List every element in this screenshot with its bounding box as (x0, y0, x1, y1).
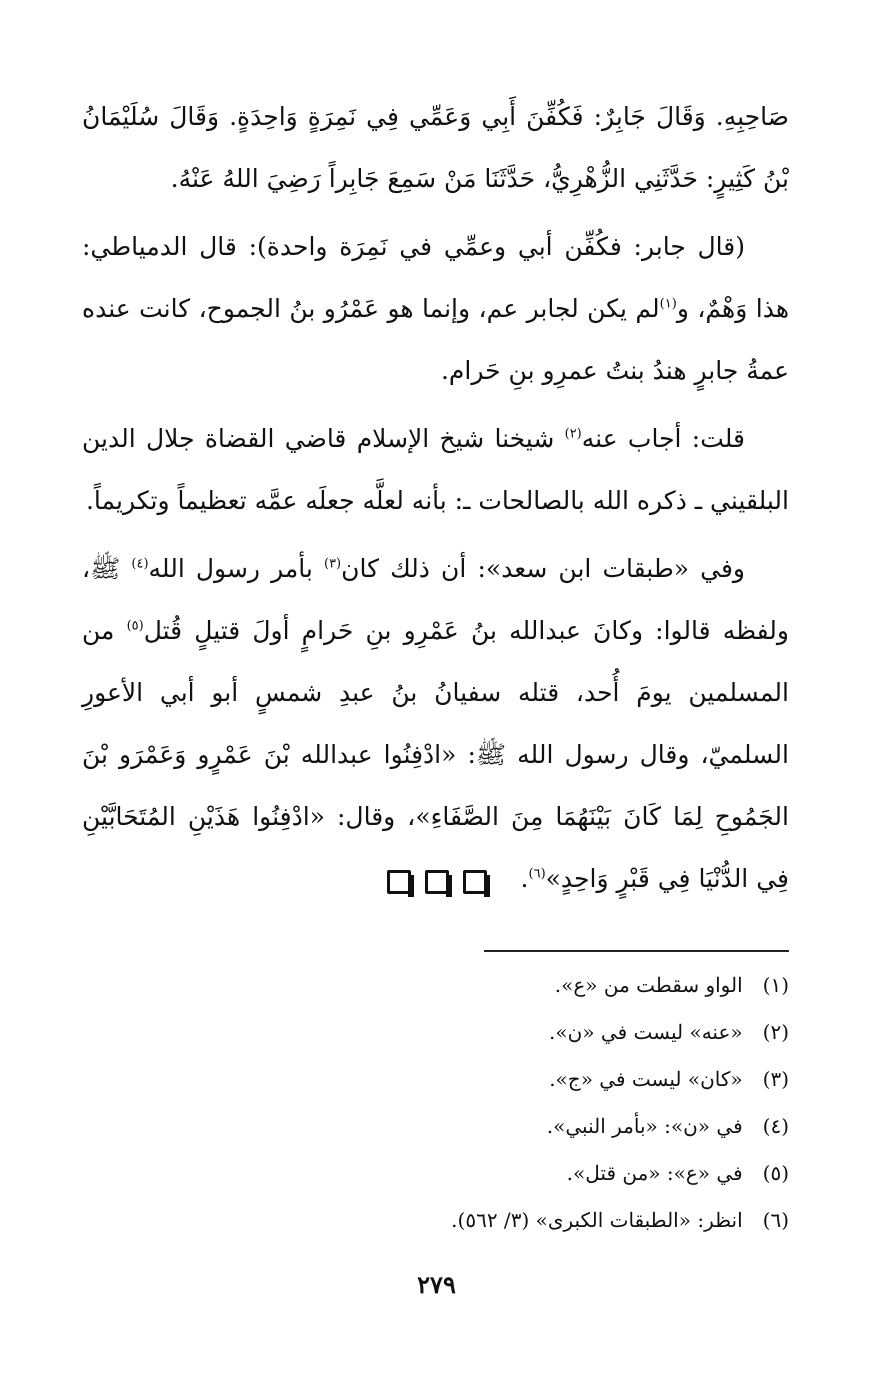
paragraph-text: من المسلمين يومَ أُحد، قتله سفيانُ بنُ عبدِ شمسٍ أبو أبي الأعورِ السلميّ، وقال رسول الله ﷺ: «ادْفِنُوا عبدالله بْنَ عَمْرٍو وَعَمْرَو بْنَ الجَمُوحِ لِمَا كَانَ بَيْنَهُمَا مِنَ الصَّفَاءِ»، وقال: «ادْفِنُوا هَذَيْنِ المُتَحَابَّيْنِ فِي الدُّنْيَا فِي قَبْرٍ وَاحِدٍ» (82, 616, 789, 893)
footnote-ref: (٤) (131, 556, 149, 572)
footnote-item (82, 1009, 789, 1056)
footnote-number: (٤) (762, 1114, 789, 1138)
paragraph-commentary (82, 216, 789, 402)
paragraph-text: قلت: أجاب عنه (581, 424, 745, 453)
paragraph-text: وفي «طبقات ابن سعد»: أن ذلك كان (341, 554, 745, 583)
paragraph-text: صَاحِبِهِ. وَقَالَ جَابِرٌ: فَكُفِّنَ أَبِي وَعَمِّي فِي نَمِرَةٍ وَاحِدَةٍ. وَقَالَ سُلَيْمَانُ بْنُ كَثِيرٍ: حَدَّثَنِي الزُّهْرِيُّ، حَدَّثَنَا مَنْ سَمِعَ جَابِراً رَضِيَ اللهُ عَنْهُ. (82, 102, 789, 193)
footnote-ref: (٢) (564, 426, 582, 442)
footnote-divider (484, 950, 789, 952)
footnote-number: (٣) (762, 1067, 789, 1091)
paragraph-answer (82, 408, 789, 532)
footnote-number: (١) (762, 973, 789, 997)
footnote-ref: (٦) (528, 866, 546, 882)
footnote-text: في «ع»: «من قتل». (566, 1161, 743, 1185)
footnote-item (82, 1197, 789, 1244)
main-text (82, 86, 789, 916)
footnote-item (82, 1056, 789, 1103)
footnote-number: (٦) (762, 1208, 789, 1232)
separator-square-icon (387, 870, 411, 894)
paragraph-text: (قال جابر: فكُفِّن أبي وعمِّي في نَمِرَة واحدة): قال الدمياطي: هذا وَهْمٌ، و (82, 232, 790, 323)
footnote-text: «كان» ليست في «ج». (549, 1067, 743, 1091)
paragraph-ibn-saad (82, 538, 789, 910)
footnotes (82, 962, 789, 1244)
footnote-ref: (٥) (126, 618, 144, 634)
footnote-ref: (١) (659, 296, 677, 312)
footnote-text: انظر: «الطبقات الكبرى» (٣/ ٥٦٢). (451, 1208, 743, 1232)
paragraph-text: ﷺ، ولفظه قالوا: وكانَ عبدالله بنُ عَمْرِو بنِ حَرامٍ أولَ قتيلٍ قُتل (82, 554, 789, 645)
footnote-text: الواو سقطت من «ع». (554, 973, 743, 997)
separator-square-icon (425, 870, 449, 894)
section-separator (0, 870, 873, 894)
footnote-item (82, 962, 789, 1009)
paragraph-text: شيخنا شيخ الإسلام قاضي القضاة جلال الدين البلقيني ـ ذكره الله بالصالحات ـ: بأنه لعلَّه جعلَه عمَّه تعظيماً وتكريماً. (82, 424, 789, 515)
separator-square-icon (463, 870, 487, 894)
footnote-text: «عنه» ليست في «ن». (549, 1020, 743, 1044)
paragraph-text: لم يكن لجابر عم، وإنما هو عَمْرُو بنُ الجموح، كانت عنده عمةُ جابرٍ هندُ بنتُ عمرِو بنِ حَرام. (82, 294, 789, 385)
footnote-text: في «ن»: «بأمر النبي». (546, 1114, 743, 1138)
paragraph-text: . (520, 864, 529, 893)
footnote-number: (٢) (762, 1020, 789, 1044)
paragraph-hadith (82, 86, 789, 210)
page-number: ٢٧٩ (417, 1270, 456, 1299)
footnote-item (82, 1150, 789, 1197)
footnote-ref: (٣) (323, 556, 342, 572)
footnote-number: (٥) (762, 1161, 789, 1185)
footnote-item (82, 1103, 789, 1150)
paragraph-text: بأمر رسول الله (148, 554, 324, 583)
